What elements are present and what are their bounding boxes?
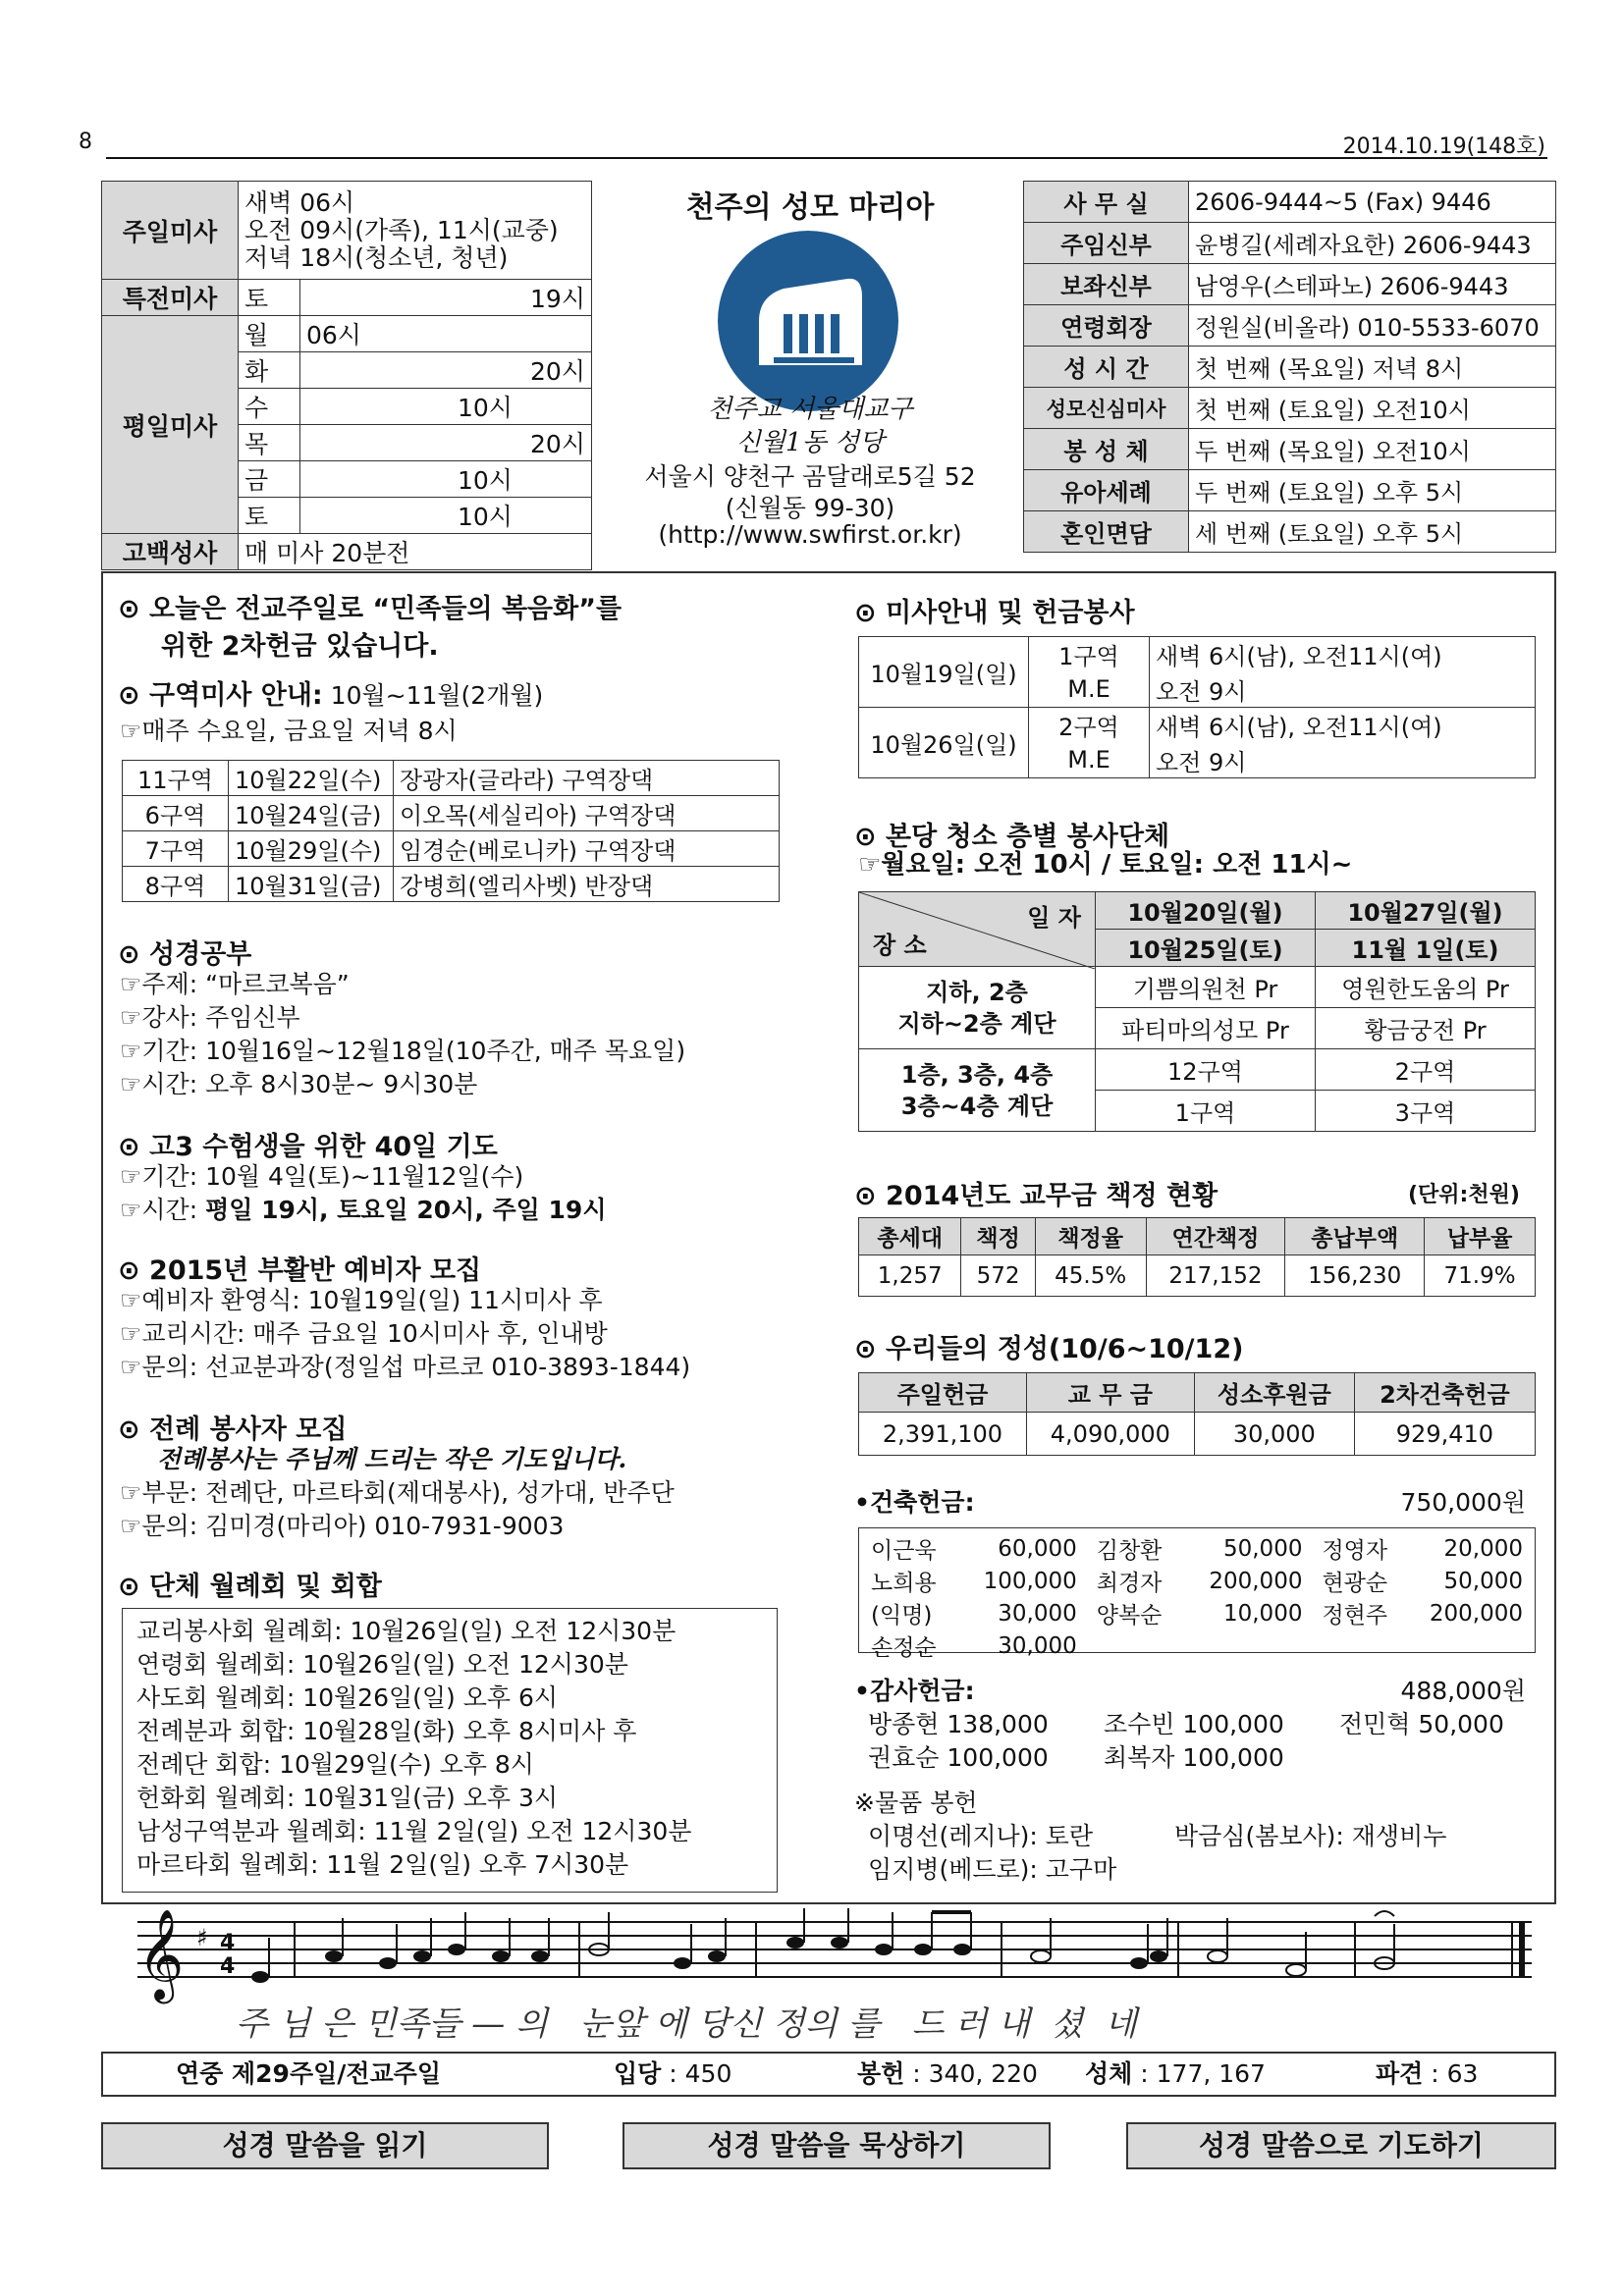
contact-value: 첫 번째 (목요일) 저녁 8시 <box>1189 347 1556 388</box>
dues-title: ⊙ 2014년도 교무금 책정 현황 <box>854 1174 1218 1212</box>
read-scripture-banner: 성경 말씀을 읽기 <box>101 2122 549 2169</box>
bible-study-line: ☞강사: 주임신부 <box>120 1003 300 1032</box>
mass-offering-table <box>858 636 1536 778</box>
contact-value: 2606-9444~5 (Fax) 9446 <box>1189 182 1556 223</box>
sunday-line: 오전 09시(가족), 11시(교중) <box>244 215 559 244</box>
donor-name: 현광순 <box>1322 1571 1388 1596</box>
mass-offering-title: ⊙ 미사안내 및 헌금봉사 <box>854 591 1135 629</box>
cleaning-date: 11월 1일(토) <box>1316 930 1536 967</box>
liturgy-quote: 전례봉사는 주님께 드리는 작은 기도입니다. <box>157 1445 627 1473</box>
offertory-value: : 340, 220 <box>904 2059 1038 2088</box>
liturgy-line: ☞문의: 김미경(마리아) 010-7931-9003 <box>120 1512 565 1540</box>
weekday-time: 06시 <box>300 316 592 352</box>
donor-name: 노희용 <box>871 1571 937 1596</box>
district-place: 이오목(세실리아) 구역장댁 <box>394 796 780 831</box>
dues-table <box>858 1217 1536 1297</box>
liturgy-volunteer-title: ⊙ 전례 봉사자 모집 <box>118 1408 347 1446</box>
district-mass-period: 10월~11월(2개월) <box>322 681 544 710</box>
meeting-item: 헌화회 월례회: 10월31일(금) 오후 3시 <box>136 1784 559 1812</box>
donor-amount: 20,000 <box>1443 1535 1523 1562</box>
catechumen-line: ☞교리시간: 매주 금요일 10시미사 후, 인내방 <box>120 1319 608 1348</box>
dues-header: 책정 <box>961 1218 1035 1255</box>
district-cell: 7구역 <box>123 831 229 867</box>
dismissal-value: : 63 <box>1423 2059 1479 2088</box>
cleaning-place <box>859 967 1096 1049</box>
dues-header: 납부율 <box>1425 1218 1536 1255</box>
thanks-offering-total: 488,000원 <box>1400 1677 1526 1705</box>
offering-value: 30,000 <box>1194 1413 1354 1456</box>
exam-prayer-times: 평일 19시, 토요일 20시, 주일 19시 <box>205 1196 607 1224</box>
dues-value: 1,257 <box>859 1255 961 1297</box>
meeting-item: 교리봉사회 월례회: 10월26일(일) 오전 12시30분 <box>136 1617 677 1645</box>
district-place: 임경순(베로니카) 구역장댁 <box>394 831 780 867</box>
cleaning-date: 10월25일(토) <box>1096 930 1316 967</box>
contact-value: 정원실(비올라) 010-5533-6070 <box>1189 305 1556 347</box>
bible-study-line: ☞기간: 10월16일~12월18일(10주간, 매주 목요일) <box>120 1037 686 1065</box>
logo-caption: 천주교 서울대교구 <box>707 395 913 424</box>
dismissal-hymn <box>1376 2054 1478 2095</box>
dues-unit: (단위:천원) <box>1408 1183 1520 1207</box>
dues-value: 156,230 <box>1285 1255 1425 1297</box>
meeting-item: 사도회 월례회: 10월26일(일) 오후 6시 <box>136 1683 559 1712</box>
bible-study-line: ☞주제: “마르코복음” <box>120 970 350 998</box>
cleaning-head-date: 일 자 <box>1027 904 1081 932</box>
svg-text:4: 4 <box>220 1931 236 1955</box>
special-mass-label: 특전미사 <box>102 280 239 316</box>
offering-title: ⊙ 우리들의 정성(10/6~10/12) <box>854 1327 1243 1365</box>
thanks-donor: 최복자 100,000 <box>1104 1743 1284 1772</box>
exam-prayer-line: ☞기간: 10월 4일(토)~11월12일(수) <box>120 1162 524 1191</box>
sunday-line: 저녁 18시(청소년, 청년) <box>244 242 509 272</box>
cleaning-group: 기쁨의원천 Pr <box>1096 967 1316 1008</box>
liturgy-line: ☞부문: 전례단, 마르타회(제대봉사), 성가대, 반주단 <box>120 1478 675 1507</box>
weekday-day: 월 <box>239 316 300 352</box>
weekday-day: 화 <box>239 352 300 389</box>
district-cell: 11구역 <box>123 761 229 796</box>
cleaning-group: 파티마의성모 Pr <box>1096 1008 1316 1049</box>
contact-value: 첫 번째 (토요일) 오전10시 <box>1189 388 1556 429</box>
meeting-item: 전례분과 회합: 10월28일(화) 오후 8시미사 후 <box>136 1717 637 1745</box>
logo-caption: 신월1동 성당 <box>735 428 885 457</box>
dues-header: 총세대 <box>859 1218 961 1255</box>
cleaning-place-line: 1층, 3층, 4층 <box>900 1060 1054 1089</box>
offering-header: 2차건축헌금 <box>1354 1373 1535 1413</box>
district-place: 강병희(엘리사벳) 반장댁 <box>394 867 780 902</box>
cleaning-group: 황금궁전 Pr <box>1316 1008 1536 1049</box>
bible-study-line: ☞시간: 오후 8시30분~ 9시30분 <box>120 1070 478 1098</box>
thanks-donor: 전민혁 50,000 <box>1339 1710 1504 1738</box>
entry-value: : 450 <box>661 2059 732 2088</box>
cleaning-group: 1구역 <box>1096 1091 1316 1132</box>
offertory-label: 봉헌 <box>857 2059 905 2088</box>
special-time: 19시 <box>300 280 592 316</box>
sunday-name: 연중 제29주일/전교주일 <box>176 2059 441 2088</box>
weekday-time: 10시 <box>300 461 592 498</box>
donor-name: 양복순 <box>1096 1603 1163 1629</box>
donor-amount: 50,000 <box>1222 1535 1303 1562</box>
contact-label: 보좌신부 <box>1024 264 1189 305</box>
contact-label: 유아세례 <box>1024 470 1189 511</box>
offering-header: 주일헌금 <box>859 1373 1027 1413</box>
weekday-day: 수 <box>239 389 300 425</box>
thanks-offering-label: •감사헌금: <box>854 1677 975 1705</box>
district-date: 10월31일(금) <box>229 867 394 902</box>
confession-value: 매 미사 20분전 <box>239 534 592 570</box>
mass-date: 10월19일(일) <box>859 637 1029 708</box>
meditate-scripture-banner: 성경 말씀을 묵상하기 <box>623 2122 1051 2169</box>
donor-name: 최경자 <box>1096 1571 1163 1596</box>
entry-label: 입당 <box>614 2059 662 2088</box>
goods-offering-item: 박금심(봄보사): 재생비누 <box>1174 1822 1447 1850</box>
offering-header: 교 무 금 <box>1026 1373 1194 1413</box>
weekday-day: 목 <box>239 425 300 461</box>
cleaning-group: 영원한도움의 Pr <box>1316 967 1536 1008</box>
pray-scripture-banner: 성경 말씀으로 기도하기 <box>1126 2122 1556 2169</box>
dues-value: 45.5% <box>1035 1255 1146 1297</box>
donor-amount: 60,000 <box>998 1535 1077 1562</box>
contact-label: 성모신심미사 <box>1024 388 1189 429</box>
contact-label: 성 시 간 <box>1024 347 1189 388</box>
offering-value: 4,090,000 <box>1026 1413 1194 1456</box>
svg-text:4: 4 <box>220 1954 236 1979</box>
donor-name: 이근욱 <box>871 1538 937 1564</box>
building-fund-total: 750,000원 <box>1400 1488 1526 1517</box>
weekday-time: 10시 <box>300 498 592 534</box>
contact-label: 혼인면담 <box>1024 511 1189 553</box>
district-mass-note: ☞매주 수요일, 금요일 저녁 8시 <box>120 717 458 745</box>
offering-value: 929,410 <box>1354 1413 1535 1456</box>
offering-table <box>858 1372 1536 1456</box>
goods-offering-label: ※물품 봉헌 <box>854 1789 978 1817</box>
thanks-donor: 권효순 100,000 <box>868 1743 1049 1772</box>
weekday-time: 10시 <box>300 389 592 425</box>
exam-prayer-title: ⊙ 고3 수험생을 위한 40일 기도 <box>118 1125 498 1163</box>
confession-label: 고백성사 <box>102 534 239 570</box>
contact-value: 세 번째 (토요일) 오후 5시 <box>1189 511 1556 553</box>
liturgy-stats-bar <box>101 2052 1556 2097</box>
meetings-box <box>122 1608 778 1893</box>
building-fund-label: •건축헌금: <box>854 1488 975 1517</box>
contact-label: 주임신부 <box>1024 223 1189 264</box>
sunday-line: 새벽 06시 <box>244 187 355 217</box>
donor-amount: 100,000 <box>983 1568 1077 1594</box>
parish-website: (http://www.swfirst.or.kr) <box>658 520 962 549</box>
contact-value: 두 번째 (목요일) 오전10시 <box>1189 429 1556 470</box>
cleaning-note: ☞월요일: 오전 10시 / 토요일: 오전 11시~ <box>858 850 1353 880</box>
dues-header: 책정율 <box>1035 1218 1146 1255</box>
cleaning-header-corner <box>859 892 1096 967</box>
donor-amount: 30,000 <box>998 1600 1077 1627</box>
weekday-mass-label: 평일미사 <box>102 316 239 534</box>
mass-group: M.E <box>1029 743 1150 778</box>
cleaning-title: ⊙ 본당 청소 층별 봉사단체 <box>854 815 1169 853</box>
parish-address-old: (신월동 99-30) <box>725 494 895 522</box>
cleaning-date: 10월27일(월) <box>1316 892 1536 930</box>
exam-prayer-line <box>120 1194 606 1227</box>
mass-time: 오전 9시 <box>1150 672 1536 708</box>
donor-amount: 200,000 <box>1209 1568 1303 1594</box>
entry-hymn <box>614 2054 731 2095</box>
meeting-item: 전례단 회합: 10월29일(수) 오후 8시 <box>136 1750 534 1779</box>
district-date: 10월22일(수) <box>229 761 394 796</box>
donor-name: (익명) <box>871 1603 933 1629</box>
dues-header: 연간책정 <box>1146 1218 1285 1255</box>
exam-prayer-prefix: ☞시간: <box>120 1196 206 1224</box>
cleaning-group: 2구역 <box>1316 1049 1536 1091</box>
mass-times-table <box>101 181 592 570</box>
mission-sunday-notice: ⊙ 오늘은 전교주일로 “민족들의 복음화”를 <box>118 587 622 625</box>
donor-amount: 50,000 <box>1443 1568 1523 1594</box>
contact-value: 두 번째 (토요일) 오후 5시 <box>1189 470 1556 511</box>
parish-address: 서울시 양천구 곰달래로5길 52 <box>644 462 976 491</box>
donor-amount: 200,000 <box>1429 1600 1523 1627</box>
donor-amount: 30,000 <box>998 1632 1077 1659</box>
goods-offering-item: 임지병(베드로): 고구마 <box>868 1855 1117 1884</box>
district-mass-title: ⊙ 구역미사 안내: <box>118 680 323 711</box>
communion-hymn <box>1085 2054 1266 2095</box>
catechumen-title: ⊙ 2015년 부활반 예비자 모집 <box>118 1249 481 1287</box>
cleaning-group: 3구역 <box>1316 1091 1536 1132</box>
header-rule <box>106 157 1547 159</box>
offering-header: 성소후원금 <box>1194 1373 1354 1413</box>
offertory-hymn <box>857 2054 1038 2095</box>
weekday-time: 20시 <box>300 352 592 389</box>
page-number: 8 <box>79 130 92 154</box>
cleaning-head-place: 장 소 <box>873 932 927 959</box>
cleaning-place-line: 지하, 2층 <box>926 978 1028 1006</box>
weekday-day: 금 <box>239 461 300 498</box>
music-lyrics: 주 님 은 민족들 — 의 눈앞 에 당신 정의 를 드 러 내 셨 네 <box>236 2004 1137 2044</box>
mass-group: M.E <box>1029 672 1150 708</box>
cleaning-place <box>859 1049 1096 1132</box>
mass-group: 2구역 <box>1029 708 1150 743</box>
contact-label: 봉 성 체 <box>1024 429 1189 470</box>
mass-date: 10월26일(일) <box>859 708 1029 778</box>
parish-logo-icon <box>715 228 901 414</box>
district-place: 장광자(글라라) 구역장댁 <box>394 761 780 796</box>
contacts-table <box>1023 181 1556 553</box>
issue-date: 2014.10.19(148호) <box>1342 134 1545 159</box>
donor-name: 정영자 <box>1322 1538 1388 1564</box>
bible-study-title: ⊙ 성경공부 <box>118 933 251 971</box>
cleaning-date: 10월20일(월) <box>1096 892 1316 930</box>
dismissal-label: 파견 <box>1376 2059 1424 2088</box>
svg-text:𝄞: 𝄞 <box>137 1908 185 2000</box>
communion-label: 성체 <box>1085 2059 1133 2088</box>
contact-label: 사 무 실 <box>1024 182 1189 223</box>
meeting-item: 남성구역분과 월례회: 11월 2일(일) 오전 12시30분 <box>136 1817 692 1845</box>
contact-value: 윤병길(세례자요한) 2606-9443 <box>1189 223 1556 264</box>
donor-amount: 10,000 <box>1222 1600 1303 1627</box>
meetings-title: ⊙ 단체 월례회 및 회합 <box>118 1565 382 1603</box>
contact-label: 연령회장 <box>1024 305 1189 347</box>
offering-value: 2,391,100 <box>859 1413 1027 1456</box>
catechumen-line: ☞예비자 환영식: 10월19일(일) 11시미사 후 <box>120 1286 603 1314</box>
cleaning-place-line: 지하~2층 계단 <box>897 1009 1056 1038</box>
cleaning-place-line: 3층~4층 계단 <box>900 1092 1054 1120</box>
district-mass-heading <box>118 679 543 713</box>
mass-time: 새벽 6시(남), 오전11시(여) <box>1150 708 1536 743</box>
mass-time: 새벽 6시(남), 오전11시(여) <box>1150 637 1536 672</box>
goods-offering-item: 이명선(레지나): 토란 <box>868 1822 1094 1850</box>
dues-value: 217,152 <box>1146 1255 1285 1297</box>
weekday-day: 토 <box>239 498 300 534</box>
district-date: 10월29일(수) <box>229 831 394 867</box>
sunday-mass-times <box>239 182 592 280</box>
meeting-item: 연령회 월례회: 10월26일(일) 오전 12시30분 <box>136 1650 628 1679</box>
district-date: 10월24일(금) <box>229 796 394 831</box>
contact-value: 남영우(스테파노) 2606-9443 <box>1189 264 1556 305</box>
special-day: 토 <box>239 280 300 316</box>
mission-sunday-notice-2: 위한 2차헌금 있습니다. <box>161 631 439 662</box>
dues-header: 총납부액 <box>1285 1218 1425 1255</box>
building-donors-box <box>858 1527 1536 1661</box>
parish-motto: 천주의 성모 마리아 <box>685 190 935 225</box>
sunday-mass-label: 주일미사 <box>102 182 239 280</box>
dues-value: 572 <box>961 1255 1035 1297</box>
donor-name: 정현주 <box>1322 1603 1388 1629</box>
catechumen-line: ☞문의: 선교분과장(정일섭 마르코 010-3893-1844) <box>120 1353 691 1381</box>
dues-value: 71.9% <box>1425 1255 1536 1297</box>
thanks-donor: 조수빈 100,000 <box>1104 1710 1284 1738</box>
donor-name: 손정순 <box>871 1635 937 1661</box>
mass-time: 오전 9시 <box>1150 743 1536 778</box>
district-mass-table <box>122 760 780 902</box>
district-cell: 6구역 <box>123 796 229 831</box>
meeting-item: 마르타회 월례회: 11월 2일(일) 오후 7시30분 <box>136 1850 629 1879</box>
communion-value: : 177, 167 <box>1132 2059 1266 2088</box>
weekday-time: 20시 <box>300 425 592 461</box>
cleaning-table <box>858 891 1536 1132</box>
district-cell: 8구역 <box>123 867 229 902</box>
mass-group: 1구역 <box>1029 637 1150 672</box>
thanks-donor: 방종현 138,000 <box>868 1710 1049 1738</box>
cleaning-group: 12구역 <box>1096 1049 1316 1091</box>
svg-text:♯: ♯ <box>196 1924 208 1951</box>
donor-name: 김창환 <box>1096 1538 1163 1564</box>
